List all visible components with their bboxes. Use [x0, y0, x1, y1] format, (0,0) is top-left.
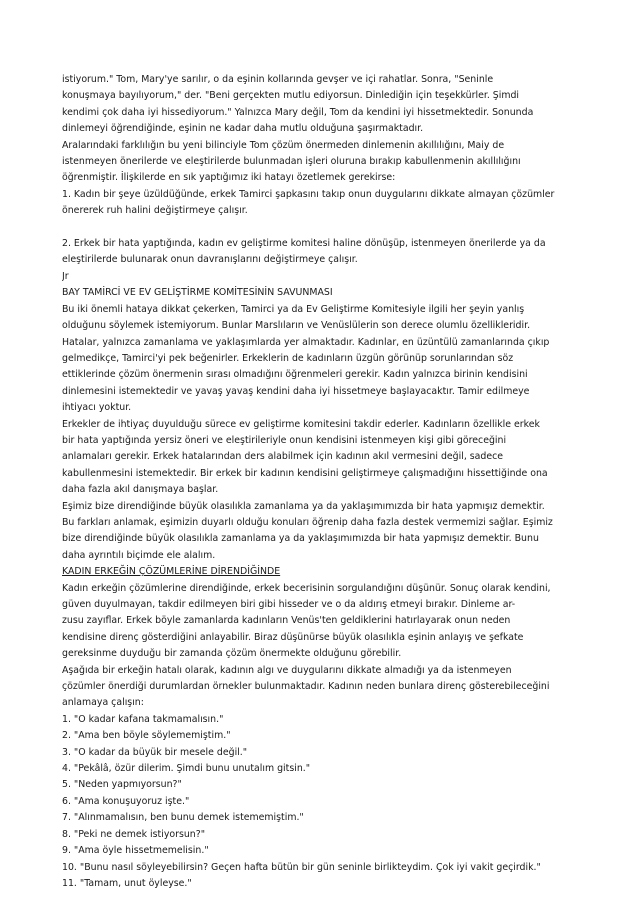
numbered-item: 10. "Bunu nasıl söyleyebilirsin? Geçen hafta bütün bir gün seninle birlikteydim. Çok iyi vakit geçirdik."	[62, 861, 541, 873]
text-line: çözümler önerdiği durumlardan örnekler bulunmaktadır. Kadının neden bunlara direnç gösterebileceğini	[62, 681, 550, 693]
numbered-item: 4. "Pekâlâ, özür dilerim. Şimdi bunu unutalım gitsin."	[62, 763, 311, 775]
text-line: kabullenmesini istemektedir. Bir erkek bir kadının kendisini geliştirmeye çalışmadığını hissettiğinde ona	[62, 467, 548, 479]
text-line: Bu farkları anlamak, eşimizin duyarlı olduğu konuları öğrenip daha fazla destek vermemizi sağlar. Eşimiz	[62, 516, 553, 528]
text-line: anlamaya çalışın:	[62, 697, 144, 709]
text-line: Aralarındaki farklılığın bu yeni bilinciyle Tom çözüm önermeden dinlemenin akıllılığını, Maiy de	[62, 139, 505, 151]
text-line: gelmedikçe, Tamirci'yi pek beğenirler. Erkeklerin de kadınların üzgün görünüp sorunlarından söz	[62, 352, 514, 364]
text-line: Kadın erkeğin çözümlerine direndiğinde, erkek becerisinin sorgulandığını düşünür. Sonuç olarak kendini,	[62, 582, 551, 594]
text-line: zusu zayıflar. Erkek böyle zamanlarda kadınların Venüs'ten geldiklerini hatırlayarak onun neden	[62, 615, 511, 627]
blank-line	[62, 220, 582, 236]
text-line: Hatalar, yalnızca zamanlama ve yaklaşımlarda yer almaktadır. Kadınlar, en üzüntülü zamanlarında çıkıp	[62, 336, 550, 348]
numbered-item: 2. Erkek bir hata yaptığında, kadın ev geliştirme komitesi haline dönüşüp, istenmeyen önerilerde ya da	[62, 238, 546, 250]
text-line: istiyorum." Tom, Mary'ye sarılır, o da eşinin kollarında gevşer ve içi rahatlar. Sonra, "Seninle	[62, 74, 494, 85]
numbered-item: 8. "Peki ne demek istiyorsun?"	[62, 828, 206, 840]
stray-text: Jr	[62, 270, 69, 282]
text-line: Aşağıda bir erkeğin hatalı olarak, kadının algı ve duygularını dikkate almadığı ya da istenmeyen	[62, 664, 512, 676]
numbered-item: 5. "Neden yapmıyorsun?"	[62, 779, 182, 791]
text-line: daha ayrıntılı biçimde ele alalım.	[62, 549, 216, 561]
text-line: anlamaları gerekir. Erkek hatalarından ders alabilmek için kadının akıl vermesini değil, sadece	[62, 451, 504, 463]
numbered-item: 11. "Tamam, unut öyleyse."	[62, 877, 192, 889]
document-page	[62, 72, 582, 892]
text-line: Erkekler de ihtiyaç duyulduğu sürece ev geliştirme komitesini takdir ederler. Kadınların özellikle erkek	[62, 418, 540, 430]
text-line: olduğunu söylemek istemiyorum. Bunlar Marslıların ve Venüslülerin son derece olumlu özellikleridir.	[62, 320, 531, 332]
numbered-item: 6. "Ama konuşuyoruz işte."	[62, 795, 190, 807]
text-line: güven duyulmayan, takdir edilmeyen biri gibi hisseder ve o da aldırış etmeyi bırakır. Dinleme ar-	[62, 599, 516, 610]
text-line: gereksinme duyduğu bir zamanda çözüm önermekte olduğunu görebilir.	[62, 648, 402, 660]
text-line: kendisine direnç gösterdiğini anlayabilir. Biraz düşünürse büyük olasılıkla eşinin anlayış ve şefkate	[62, 631, 524, 643]
paragraph-block-1	[62, 72, 582, 220]
text-line: Bu iki önemli hataya dikkat çekerken, Tamirci ya da Ev Geliştirme Komitesiyle ilgili her şeyin yanlış	[62, 303, 525, 315]
text-line: eleştirilerde bulunarak onun davranışlarını değiştirmeye çalışır.	[62, 254, 358, 266]
text-line: dinlemesini istemektedir ve yavaş yavaş kendini daha iyi hissetmeye başlayacaktır. Tamir edilmeye	[62, 385, 530, 397]
text-line: dinlemeyi öğrendiğinde, eşinin ne kadar daha mutlu olduğuna şaşırmaktadır.	[62, 123, 424, 135]
text-line: ettiklerinde çözüm önermenin sırası olmadığını öğrenmeleri gerekir. Kadın yalnızca birinin kendisini	[62, 369, 528, 381]
numbered-item: 7. "Alınmamalısın, ben bunu demek istememiştim."	[62, 812, 304, 824]
section-heading: KADIN ERKEĞİN ÇÖZÜMLERİNE DİRENDİĞİNDE	[62, 566, 281, 578]
text-line: bir hata yaptığında yersiz öneri ve eleştirileriyle onun kendisini istenmeyen kişi gibi göreceğini	[62, 434, 507, 446]
text-line: önererek ruh halini değiştirmeye çalışır.	[62, 205, 248, 217]
text-line: öğrenmiştir. İlişkilerde en sık yaptığımız iki hatayı özetlemek gerekirse:	[62, 172, 396, 184]
text-line: istenmeyen önerilerde ve eleştirilerde bulunmadan işleri oluruna bırakıp kabullenmenin akıllılığını	[62, 156, 521, 168]
paragraph-block-2	[62, 236, 582, 892]
text-line: bize direndiğinde büyük olasılıkla zamanlama ya da yaklaşımımızda bir hata yapmışız demektir. Bunu	[62, 533, 539, 545]
text-line: kendimi çok daha iyi hissediyorum." Yalnızca Mary değil, Tom da kendini iyi hissetmektedir. Sonunda	[62, 106, 534, 118]
numbered-item: 9. "Ama öyle hissetmemelisin."	[62, 845, 209, 857]
numbered-item: 1. Kadın bir şeye üzüldüğünde, erkek Tamirci şapkasını takıp onun duygularını dikkate almayan çözümler	[62, 188, 555, 200]
text-line: daha fazla akıl danışmaya başlar.	[62, 484, 219, 496]
section-heading: BAY TAMİRCİ VE EV GELİŞTİRME KOMİTESİNİN SAVUNMASI	[62, 287, 333, 299]
numbered-item: 2. "Ama ben böyle söylememiştim."	[62, 730, 231, 742]
text-line: Eşimiz bize direndiğinde büyük olasılıkla zamanlama ya da yaklaşımımızda bir hata yapmışız demektir.	[62, 500, 545, 512]
text-line: ihtiyacı yoktur.	[62, 402, 132, 414]
numbered-item: 1. "O kadar kafana takmamalısın."	[62, 713, 224, 725]
text-line: konuşmaya bayılıyorum," der. "Beni gerçekten mutlu ediyorsun. Dinlediğin için teşekkürler. Şimdi	[62, 90, 520, 102]
numbered-item: 3. "O kadar da büyük bir mesele değil."	[62, 746, 248, 758]
